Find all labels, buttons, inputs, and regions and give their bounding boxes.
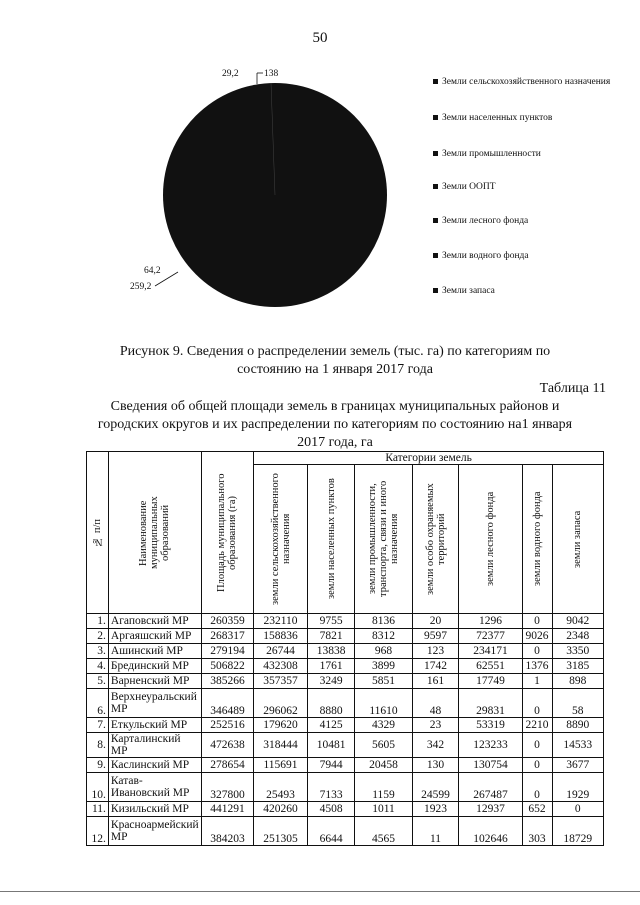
legend-swatch [433, 115, 438, 120]
category-cell: 3677 [552, 758, 604, 773]
category-cell: 8890 [552, 718, 604, 733]
category-cell: 1296 [459, 614, 522, 629]
category-cell: 3249 [307, 674, 355, 689]
col-header-water: земли водного фонда [522, 465, 552, 614]
category-cell: 53319 [459, 718, 522, 733]
row-number: 7. [87, 718, 109, 733]
area-cell: 441291 [201, 802, 254, 817]
category-cell: 0 [522, 758, 552, 773]
table-row [87, 659, 604, 674]
category-cell: 1011 [355, 802, 412, 817]
category-cell: 23 [412, 718, 459, 733]
land-table [86, 451, 604, 846]
category-cell: 318444 [254, 733, 308, 758]
legend-item: Земли населенных пунктов [433, 112, 633, 148]
category-cell: 0 [522, 733, 552, 758]
table-row [87, 758, 604, 773]
category-cell: 1159 [355, 773, 412, 802]
table-row [87, 614, 604, 629]
category-cell: 7944 [307, 758, 355, 773]
col-header-name: Наименование муниципальных образований [108, 452, 201, 614]
row-number: 11. [87, 802, 109, 817]
category-cell: 14533 [552, 733, 604, 758]
legend-item: Земли сельскохозяйственного назначения [433, 76, 633, 112]
category-cell: 130754 [459, 758, 522, 773]
category-cell: 4565 [355, 817, 412, 846]
table-row [87, 718, 604, 733]
category-cell: 296062 [254, 689, 308, 718]
category-cell: 10481 [307, 733, 355, 758]
col-header-num: № п/п [87, 452, 109, 614]
category-cell: 6644 [307, 817, 355, 846]
pie-label-29-2: 29,2 [222, 69, 239, 79]
table-row [87, 802, 604, 817]
category-cell: 3350 [552, 644, 604, 659]
category-cell: 4508 [307, 802, 355, 817]
category-cell: 1923 [412, 802, 459, 817]
category-cell: 9026 [522, 629, 552, 644]
category-cell: 102646 [459, 817, 522, 846]
row-number: 2. [87, 629, 109, 644]
legend-item: Земли запаса [433, 285, 633, 297]
table-row [87, 644, 604, 659]
category-cell: 2348 [552, 629, 604, 644]
category-cell: 18729 [552, 817, 604, 846]
chart-legend [433, 76, 633, 297]
municipality-name: Агаповский МР [108, 614, 201, 629]
row-number: 1. [87, 614, 109, 629]
category-cell: 4329 [355, 718, 412, 733]
category-cell: 1761 [307, 659, 355, 674]
area-cell: 268317 [201, 629, 254, 644]
area-cell: 384203 [201, 817, 254, 846]
category-cell: 9042 [552, 614, 604, 629]
category-cell: 267487 [459, 773, 522, 802]
row-number: 5. [87, 674, 109, 689]
col-header-reserve: земли запаса [552, 465, 604, 614]
category-cell: 0 [522, 644, 552, 659]
category-cell: 357357 [254, 674, 308, 689]
col-header-forest: земли лесного фонда [459, 465, 522, 614]
category-cell: 7133 [307, 773, 355, 802]
category-cell: 1929 [552, 773, 604, 802]
category-cell: 1 [522, 674, 552, 689]
category-cell: 342 [412, 733, 459, 758]
area-cell: 252516 [201, 718, 254, 733]
col-header-area: Площадь муниципального образования (га) [201, 452, 254, 614]
municipality-name: Аргаяшский МР [108, 629, 201, 644]
category-cell: 0 [522, 689, 552, 718]
category-cell: 968 [355, 644, 412, 659]
category-cell: 432308 [254, 659, 308, 674]
legend-item: Земли промышленности [433, 148, 633, 181]
category-cell: 13838 [307, 644, 355, 659]
category-cell: 11610 [355, 689, 412, 718]
pie-label-259-2: 259,2 [130, 282, 152, 292]
category-cell: 123 [412, 644, 459, 659]
category-cell: 0 [552, 802, 604, 817]
category-cell: 29831 [459, 689, 522, 718]
area-cell: 260359 [201, 614, 254, 629]
municipality-name: Карталинский МР [108, 733, 201, 758]
municipality-name: Каслинский МР [108, 758, 201, 773]
row-number: 12. [87, 817, 109, 846]
pie-slices [163, 83, 387, 307]
category-cell: 11 [412, 817, 459, 846]
legend-swatch [433, 151, 438, 156]
table-label: Таблица 11 [539, 381, 606, 396]
category-cell: 8312 [355, 629, 412, 644]
category-cell: 0 [522, 614, 552, 629]
table-row [87, 689, 604, 718]
category-cell: 7821 [307, 629, 355, 644]
municipality-name: Ашинский МР [108, 644, 201, 659]
table-row [87, 629, 604, 644]
area-cell: 385266 [201, 674, 254, 689]
category-cell: 4125 [307, 718, 355, 733]
area-cell: 278654 [201, 758, 254, 773]
category-cell: 5851 [355, 674, 412, 689]
category-cell: 2210 [522, 718, 552, 733]
pie-label-138: 138 [264, 69, 279, 79]
area-cell: 346489 [201, 689, 254, 718]
category-cell: 234171 [459, 644, 522, 659]
page-bottom-rule [0, 891, 640, 892]
legend-swatch [433, 288, 438, 293]
legend-item: Земли лесного фонда [433, 215, 633, 250]
row-number: 4. [87, 659, 109, 674]
category-cell: 158836 [254, 629, 308, 644]
municipality-name: Варненский МР [108, 674, 201, 689]
categories-header: Категории земель [254, 452, 604, 465]
category-cell: 62551 [459, 659, 522, 674]
area-cell: 472638 [201, 733, 254, 758]
row-number: 8. [87, 733, 109, 758]
category-cell: 26744 [254, 644, 308, 659]
category-cell: 115691 [254, 758, 308, 773]
area-cell: 327800 [201, 773, 254, 802]
municipality-name: Катав-Ивановский МР [108, 773, 201, 802]
legend-item: Земли водного фонда [433, 250, 633, 285]
category-cell: 251305 [254, 817, 308, 846]
area-cell: 279194 [201, 644, 254, 659]
municipality-name: Еткульский МР [108, 718, 201, 733]
row-number: 6. [87, 689, 109, 718]
table-row [87, 674, 604, 689]
municipality-name: Брединский МР [108, 659, 201, 674]
category-cell: 5605 [355, 733, 412, 758]
category-cell: 652 [522, 802, 552, 817]
legend-swatch [433, 253, 438, 258]
table-row [87, 773, 604, 802]
category-cell: 25493 [254, 773, 308, 802]
legend-item: Земли ООПТ [433, 181, 633, 215]
category-cell: 303 [522, 817, 552, 846]
category-cell: 123233 [459, 733, 522, 758]
table-row [87, 817, 604, 846]
table-body [87, 614, 604, 846]
row-number: 9. [87, 758, 109, 773]
category-cell: 8136 [355, 614, 412, 629]
category-cell: 179620 [254, 718, 308, 733]
category-cell: 1742 [412, 659, 459, 674]
category-cell: 48 [412, 689, 459, 718]
category-cell: 9597 [412, 629, 459, 644]
area-cell: 506822 [201, 659, 254, 674]
municipality-name: Красноармейский МР [108, 817, 201, 846]
category-cell: 24599 [412, 773, 459, 802]
legend-swatch [433, 79, 438, 84]
category-cell: 72377 [459, 629, 522, 644]
legend-swatch [433, 218, 438, 223]
col-header-agri: земли сельскохозяйственного назначения [254, 465, 308, 614]
table-title: Сведения об общей площади земель в границах муниципальных районов и городских округов и их распределении по категориям по состоянию на1 января 2017 года, га [97, 399, 573, 450]
category-cell: 20 [412, 614, 459, 629]
page-number: 50 [312, 30, 328, 46]
category-cell: 161 [412, 674, 459, 689]
col-header-industry: земли промышленности, транспорта, связи и иного назначения [355, 465, 412, 614]
category-cell: 20458 [355, 758, 412, 773]
category-cell: 8880 [307, 689, 355, 718]
category-cell: 898 [552, 674, 604, 689]
category-cell: 12937 [459, 802, 522, 817]
table-row [87, 733, 604, 758]
figure-caption: Рисунок 9. Сведения о распределении земель (тыс. га) по категориям по состоянию на 1 января 2017 года [119, 344, 551, 377]
category-cell: 1376 [522, 659, 552, 674]
category-cell: 130 [412, 758, 459, 773]
category-cell: 3899 [355, 659, 412, 674]
category-cell: 0 [522, 773, 552, 802]
pie-label-64-2: 64,2 [144, 266, 161, 276]
municipality-name: Верхнеуральский МР [108, 689, 201, 718]
municipality-name: Кизильский МР [108, 802, 201, 817]
col-header-protected: земли особо охраняемых территорий [412, 465, 459, 614]
category-cell: 3185 [552, 659, 604, 674]
category-cell: 232110 [254, 614, 308, 629]
legend-swatch [433, 184, 438, 189]
category-cell: 58 [552, 689, 604, 718]
col-header-settlements: земли населенных пунктов [307, 465, 355, 614]
category-cell: 420260 [254, 802, 308, 817]
row-number: 10. [87, 773, 109, 802]
row-number: 3. [87, 644, 109, 659]
pie-chart [130, 60, 420, 330]
category-cell: 17749 [459, 674, 522, 689]
category-cell: 9755 [307, 614, 355, 629]
